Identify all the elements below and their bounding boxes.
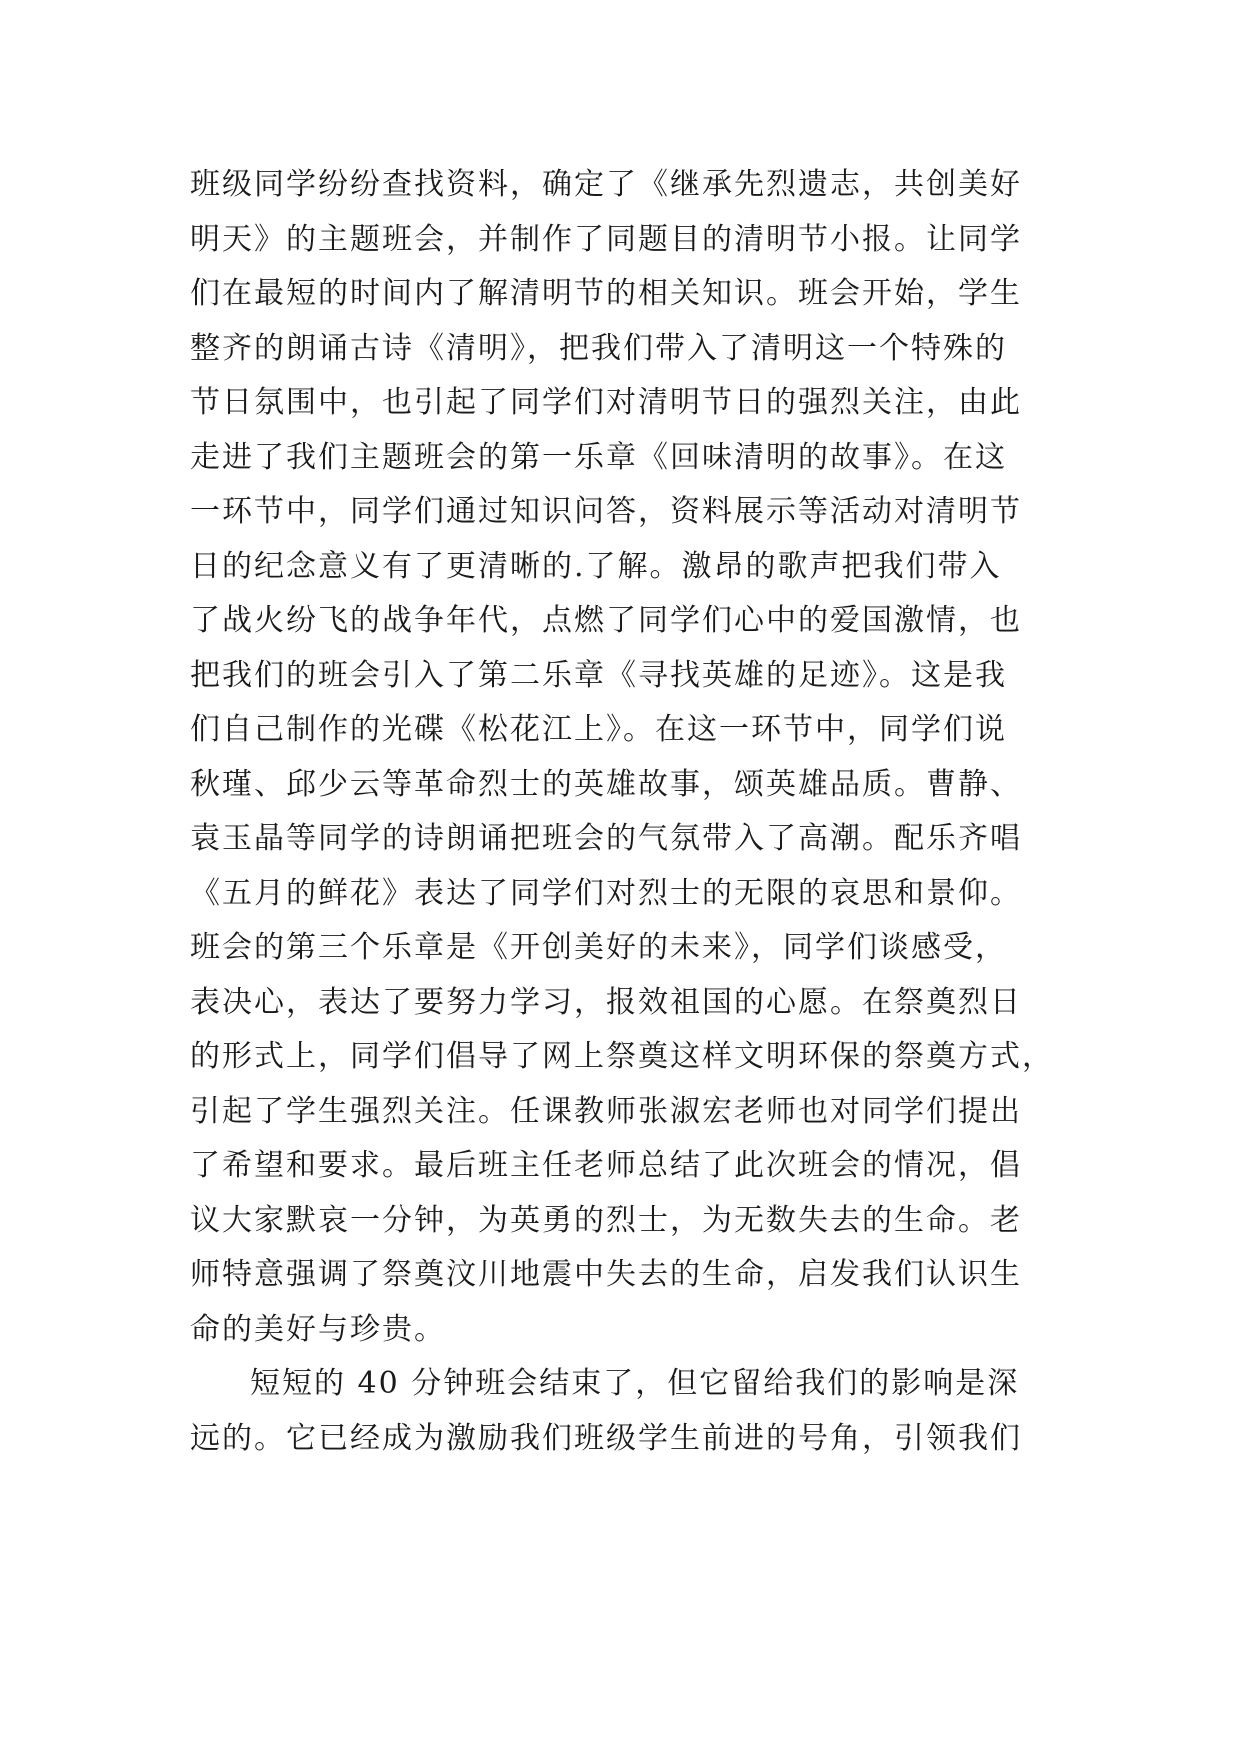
text-line: 议大家默哀一分钟，为英勇的烈士，为无数失去的生命。老 [190,1202,1022,1238]
text-line: 明天》的主题班会，并制作了同题目的清明节小报。让同学 [190,221,1022,257]
text-line: 把我们的班会引入了第二乐章《寻找英雄的足迹》。这是我 [190,657,1007,693]
text-line: 们在最短的时间内了解清明节的相关知识。班会开始，学生 [190,276,1022,311]
text-line: 的形式上，同学们倡导了网上祭奠这样文明环保的祭奠方式， [190,1039,1054,1074]
body-text [190,158,1070,1466]
text-line: 表决心，表达了要努力学习，报效祖国的心愿。在祭奠烈日 [190,984,1022,1020]
text-line: 《五月的鲜花》表达了同学们对烈士的无限的哀思和景仰。 [190,875,1022,911]
text-line: 了战火纷飞的战争年代，点燃了同学们心中的爱国激情，也 [190,603,1022,638]
text-line: 班会的第三个乐章是《开创美好的未来》，同学们谈感受， [190,930,1007,965]
text-line: 袁玉晶等同学的诗朗诵把班会的气氛带入了高潮。配乐齐唱 [190,821,1022,856]
text-line: 日的纪念意义有了更清晰的.了解。激昂的歌声把我们带入 [190,548,1002,584]
paragraph-start-line: 短短的 40 分钟班会结束了，但它留给我们的影响是深 [250,1366,1020,1401]
text-line: 了希望和要求。最后班主任老师总结了此次班会的情况，倡 [190,1148,1022,1183]
text-line: 节日氛围中，也引起了同学们对清明节日的强烈关注，由此 [190,385,1022,420]
text-line: 师特意强调了祭奠汶川地震中失去的生命，启发我们认识生 [190,1257,1022,1292]
text-line: 一环节中，同学们通过知识问答，资料展示等活动对清明节 [190,494,1022,529]
text-line: 整齐的朗诵古诗《清明》，把我们带入了清明这一个特殊的 [190,330,1007,366]
text-line: 班级同学纷纷查找资料，确定了《继承先烈遗志，共创美好 [190,167,1022,202]
text-line: 引起了学生强烈关注。任课教师张淑宏老师也对同学们提出 [190,1093,1022,1129]
text-line: 走进了我们主题班会的第一乐章《回味清明的故事》。在这 [190,439,1007,475]
text-line: 秋瑾、邱少云等革命烈士的英雄故事，颂英雄品质。曹静、 [190,766,1022,802]
text-line: 命的美好与珍贵。 [190,1311,446,1347]
text-line: 远的。它已经成为激励我们班级学生前进的号角，引领我们 [190,1420,1022,1456]
text-line: 们自己制作的光碟《松花江上》。在这一环节中，同学们说 [190,712,1007,747]
